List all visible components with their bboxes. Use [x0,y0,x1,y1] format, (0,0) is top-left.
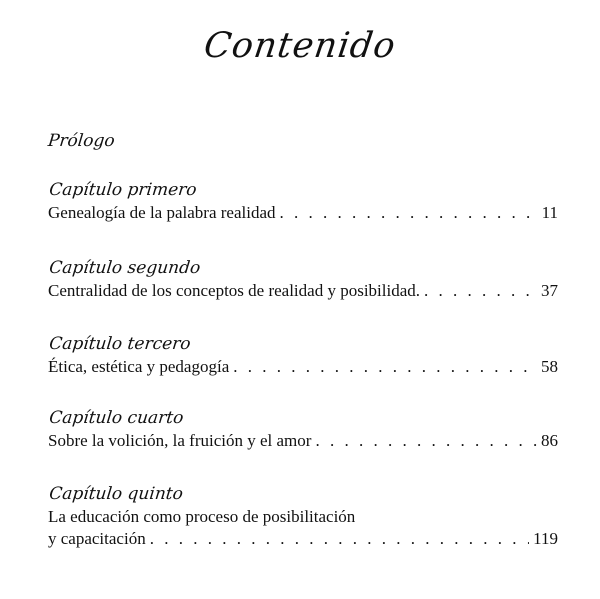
toc-entry [48,430,558,452]
entry-title-line1: La educación como proceso de posibilitación [48,507,356,526]
chapter-heading: Capítulo segundo [48,258,202,278]
chapter-heading: Capítulo quinto [48,484,184,504]
toc-entry [48,528,558,550]
prologue-label: Prólogo [46,131,116,151]
entry-title: Genealogía de la palabra realidad [48,203,276,222]
page-number: 37 [541,281,558,300]
dot-leader [279,202,537,224]
entry-title: Ética, estética y pedagogía [48,357,230,376]
toc-entry [48,356,558,378]
dot-leader [150,528,529,550]
chapter-2 [48,258,558,302]
chapter-5 [48,484,558,550]
page-number: 58 [541,357,558,376]
chapter-3 [48,334,558,378]
toc-entry [48,202,558,224]
chapter-4 [48,408,558,452]
dot-leader [233,356,537,378]
chapter-heading: Capítulo primero [48,180,198,200]
entry-title: Sobre la volición, la fruición y el amor [48,431,312,450]
page-number: 119 [533,529,558,548]
entry-title: Centralidad de los conceptos de realidad y posibilidad. [48,281,421,300]
dot-leader [424,280,537,302]
dot-leader [315,430,537,452]
page-title: Contenido [201,26,399,66]
chapter-1 [48,180,558,224]
page-number: 86 [541,431,558,450]
chapter-heading: Capítulo cuarto [48,408,185,428]
chapter-heading: Capítulo tercero [48,334,192,354]
page-number: 11 [541,203,558,222]
toc-entry [48,280,558,302]
entry-title: y capacitación [48,529,146,548]
